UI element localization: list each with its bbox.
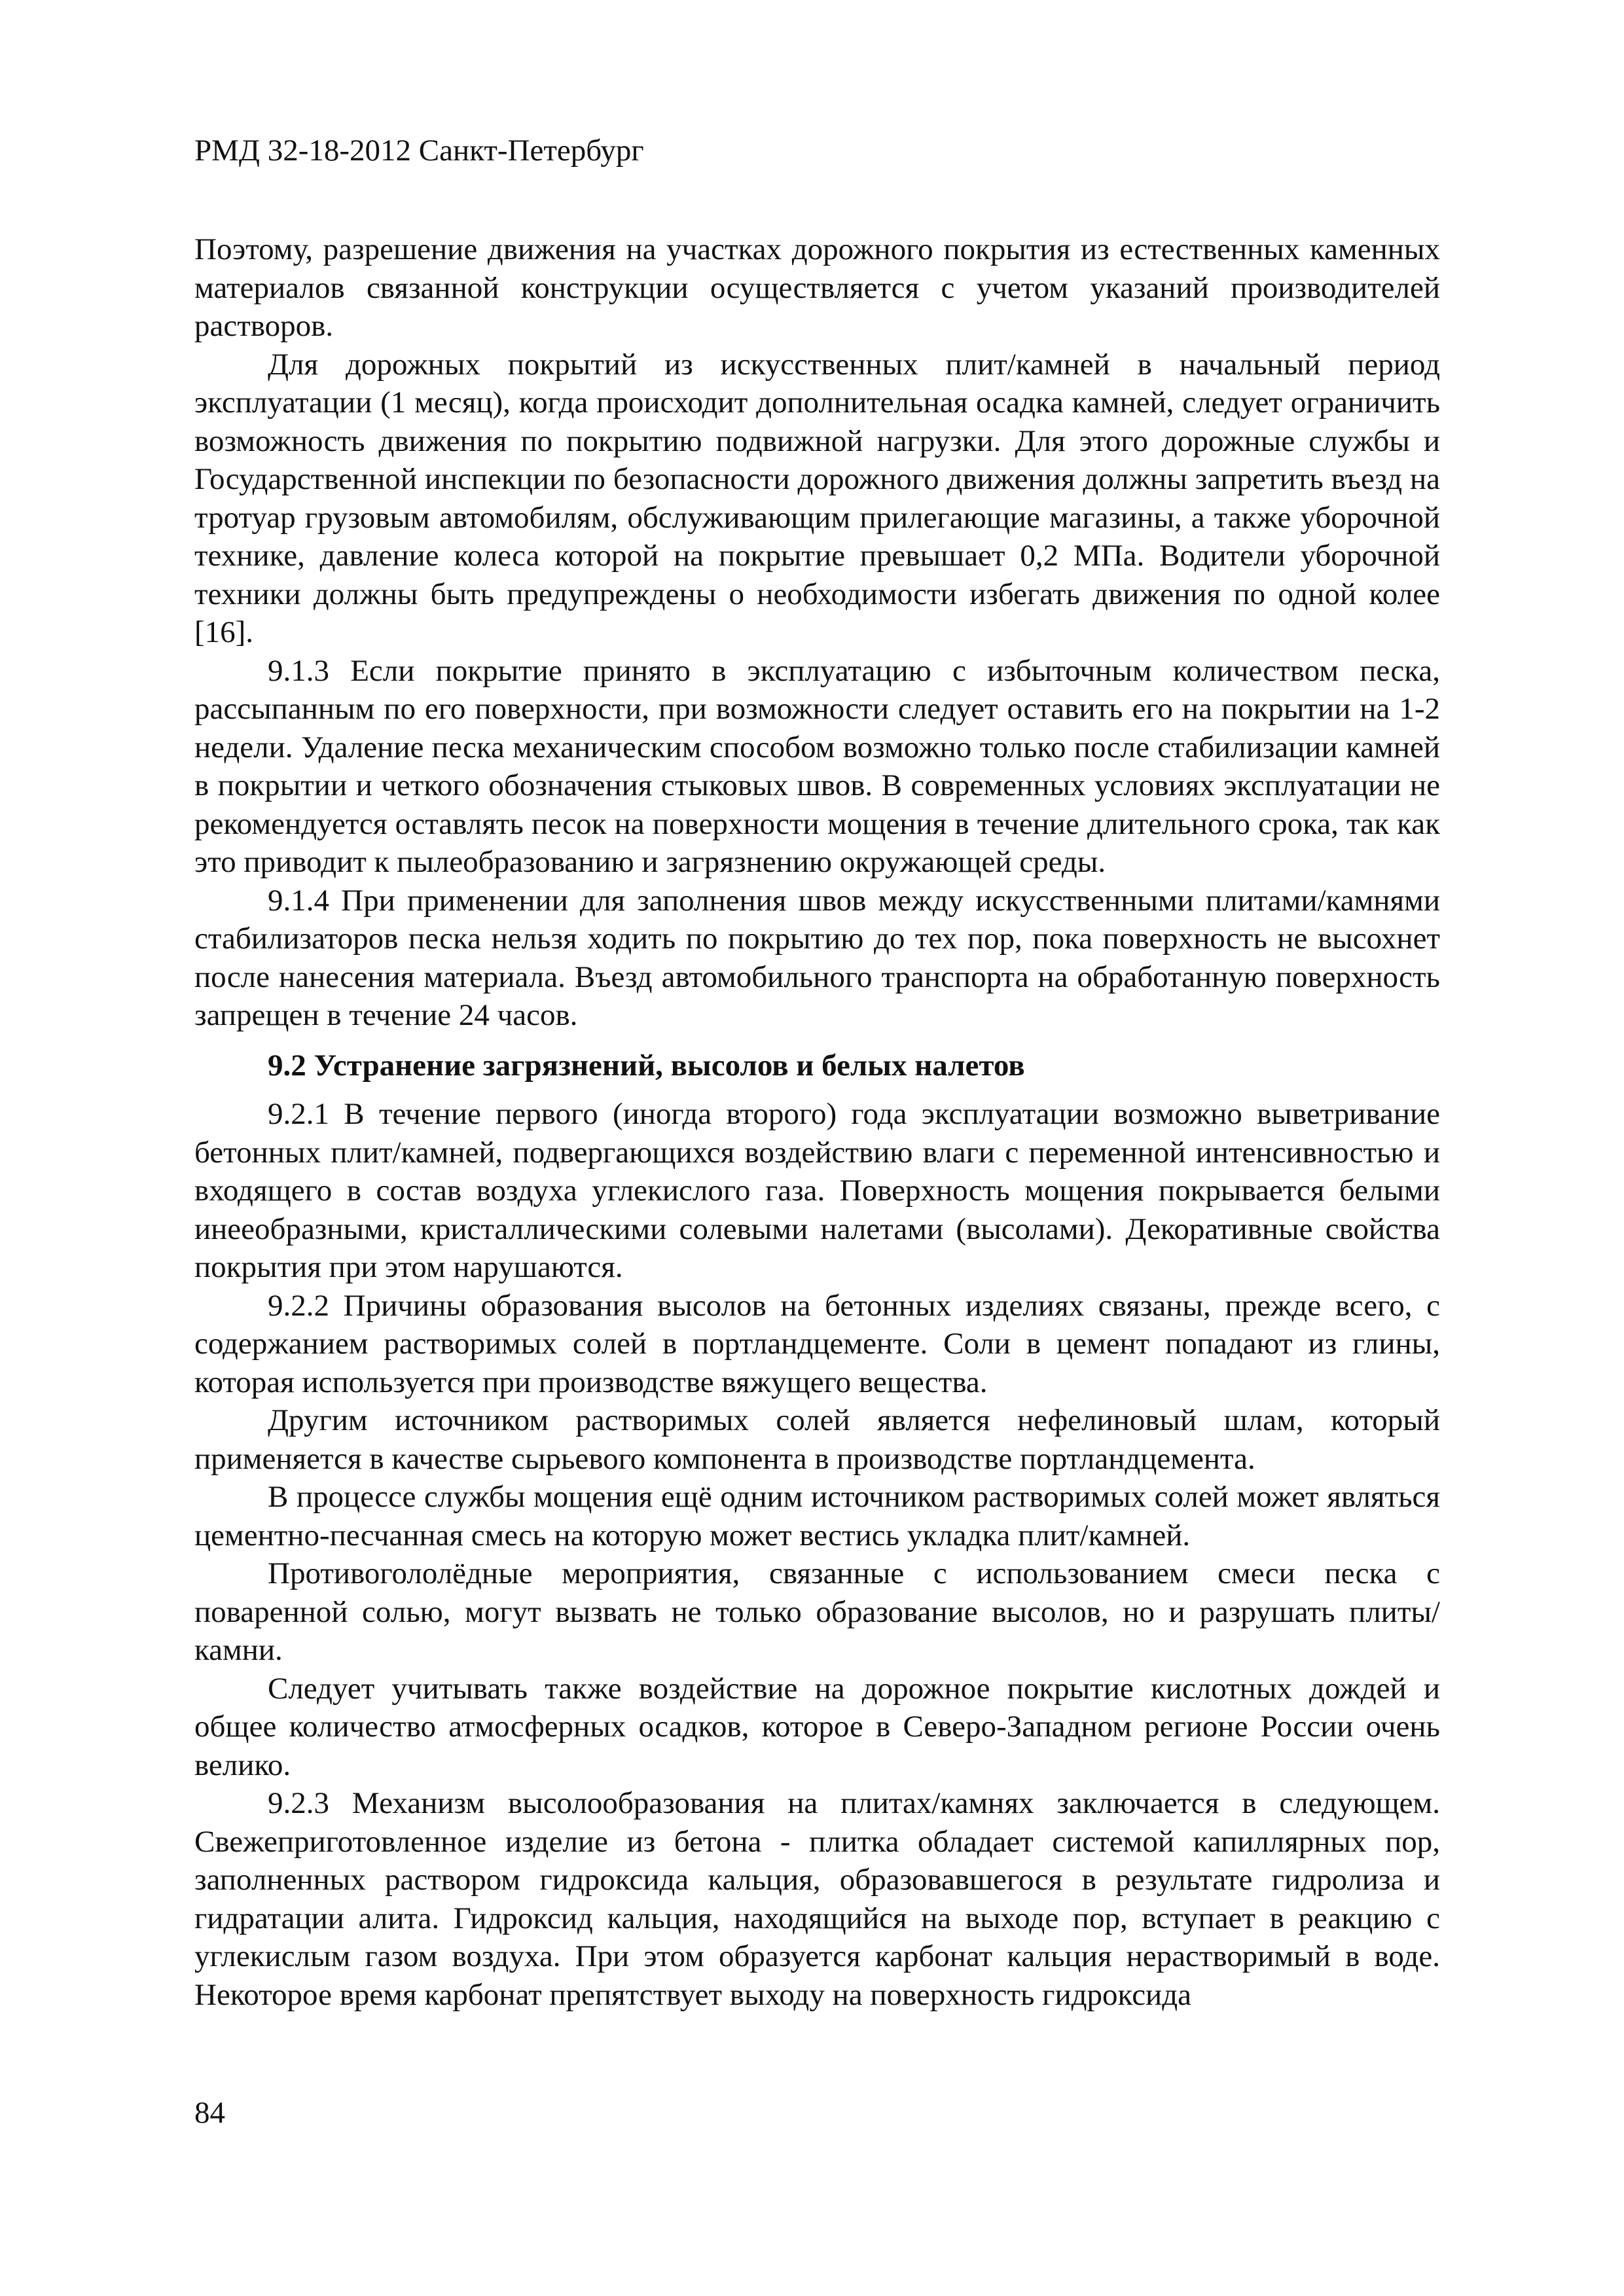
paragraph-9-2-2: 9.2.2 Причины образования высолов на бетонных изделиях связаны, прежде всего, с содержанием растворимых солей в портландцементе. Соли в цемент попадают из глины, которая используется при производстве вяжущего вещества. [194,1288,1440,1399]
paragraph-9-1-3: 9.1.3 Если покрытие принято в эксплуатацию с избыточным количеством песка, рассыпанным по его поверхности, при возможности следует оставить его на покрытии на 1-2 недели. Удаление песка механическим способом возможно только после стабилизации камней в покрытии и четкого обозначения стыковых швов. В современных условиях эксплуатации не рекомендуется оставлять песок на поверхности мощения в течение длительного срока, так как это приводит к пылеобразованию и загрязнению окружающей среды. [194,653,1440,879]
paragraph: Противогололёдные мероприятия, связанные с использованием смеси песка с поваренной солью, могут вызвать не только образование высолов, но и разрушать плиты/камни. [194,1556,1440,1667]
running-title: РМД 32-18-2012 Санкт-Петербург [194,134,644,168]
main-text [194,230,1440,2014]
paragraph: Следует учитывать также воздействие на дорожное покрытие кислотных дождей и общее количество атмосферных осадков, которое в Северо-Западном регионе России очень велико. [194,1671,1440,1782]
paragraph-9-2-3: 9.2.3 Механизм высолообразования на плитах/камнях заключается в следующем. Свежеприготовленное изделие из бетона - плитка обладает системой капиллярных пор, заполненных раствором гидроксида кальция, образовавшегося в результате гидролиза и гидратации алита. Гидроксид кальция, находящийся на выходе пор, вступает в реакцию с углекислым газом воздуха. При этом образуется карбонат кальция нерастворимый в воде. Некоторое время карбонат препятствует выходу на поверхность гидроксида [194,1786,1440,2012]
section-heading-9-2: 9.2 Устранение загрязнений, высолов и белых налетов [268,1048,1025,1083]
paragraph: Другим источником растворимых солей является нефелиновый шлам, который применяется в качестве сырьевого компонента в производстве портландцемента. [194,1403,1440,1476]
paragraph-9-1-4: 9.1.4 При применении для заполнения швов между искусственными плитами/камнями стабилизаторов песка нельзя ходить по покрытию до тех пор, пока поверхность не высохнет после нанесения материала. Въезд автомобильного транспорта на обработанную поверхность запрещен в течение 24 часов. [194,883,1440,1032]
paragraph: В процессе службы мощения ещё одним источником растворимых солей может являться цементно-песчанная смесь на которую может вестись укладка плит/камней. [194,1480,1440,1552]
paragraph: Для дорожных покрытий из искусственных плит/камней в начальный период эксплуатации (1 месяц), когда происходит дополнительная осадка камней, следует ограничить возможность движения по покрытию подвижной нагрузки. Для этого дорожные службы и Государственной инспекции по безопасности дорожного движения должны запретить въезд на тротуар грузовым автомобилям, обслуживающим прилегающие магазины, а также уборочной технике, давление колеса которой на покрытие превышает 0,2 МПа. Водители уборочной техники должны быть предупреждены о необходимости избегать движения по одной колее [16]. [194,347,1440,649]
paragraph-9-2-1: 9.2.1 В течение первого (иногда второго) года эксплуатации возможно выветривание бетонных плит/камней, подвергающихся воздействию влаги с переменной интенсивностью и входящего в состав воздуха углекислого газа. Поверхность мощения покрывается белыми инееобразными, кристаллическими солевыми налетами (высолами). Декоративные свойства покрытия при этом нарушаются. [194,1097,1440,1284]
paragraph: Поэтому, разрешение движения на участках дорожного покрытия из естественных каменных материалов связанной конструкции осуществляется с учетом указаний производителей растворов. [194,232,1440,343]
page-number: 84 [194,2096,225,2130]
